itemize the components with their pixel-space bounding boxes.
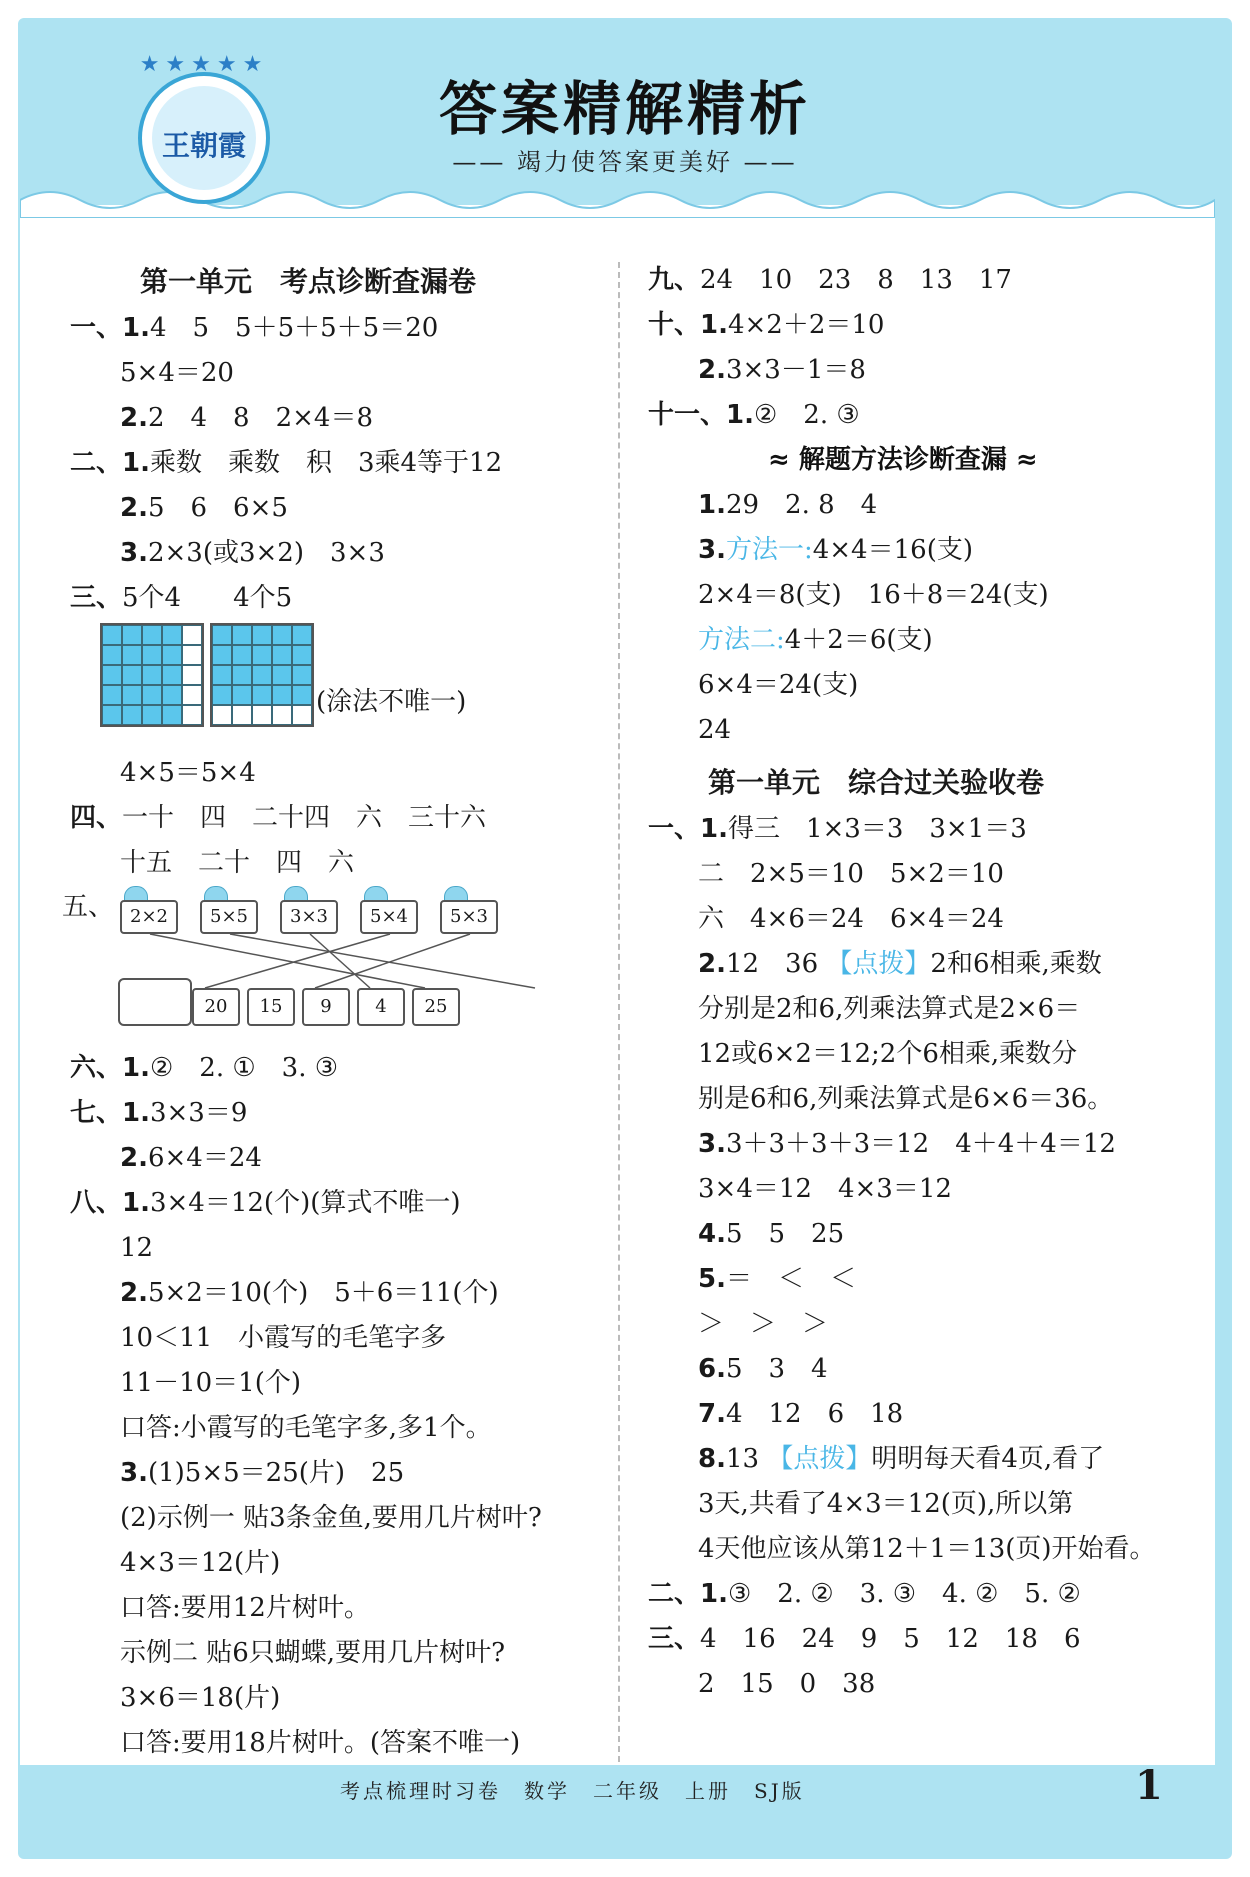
grid-cell: [162, 705, 182, 725]
product-card: 3×3: [280, 900, 338, 934]
answer-line: [648, 1572, 1168, 1617]
answer-text: 3天,共看了4×3＝12(页),所以第: [698, 1489, 1074, 1519]
grid-4x5: [210, 623, 314, 727]
grid-5x4: [100, 623, 204, 727]
grid-illustrations: [70, 621, 590, 751]
question-number: 四、: [70, 803, 123, 833]
grid-cell: [232, 625, 252, 645]
answer-text: 2 4 8 2×4＝8: [147, 403, 374, 433]
answer-line: [648, 852, 1168, 897]
left-answers-bottom: [70, 1046, 590, 1766]
grid-cell: [232, 685, 252, 705]
grid-cell: [122, 685, 142, 705]
answer-text: 4 5 5＋5＋5＋5＝20: [149, 313, 439, 343]
answer-line: [648, 483, 1168, 528]
question-number: 5.: [698, 1264, 726, 1294]
answer-text: 分别是2和6,列乘法算式是2×6＝: [698, 994, 1081, 1024]
answer-text: 4 12 6 18: [725, 1399, 904, 1429]
section-title-acceptance: 第一单元 综合过关验收卷: [708, 766, 1045, 799]
question-number: 九、: [648, 265, 701, 295]
answer-line: [648, 573, 1168, 618]
answer-line: [648, 1392, 1168, 1437]
grid-cell: [232, 665, 252, 685]
grid-cell: [142, 665, 162, 685]
answer-text: 5×2＝10(个) 5＋6＝11(个): [147, 1278, 499, 1308]
answer-text: 一十 四 二十四 六 三十六: [122, 803, 487, 833]
method-label: 方法一:: [725, 535, 813, 565]
answer-text: 3×6＝18(片): [120, 1683, 281, 1713]
answer-text: 示例二 贴6只蝴蝶,要用几片树叶?: [120, 1638, 506, 1668]
answer-line: [70, 1406, 590, 1451]
grid-cell: [292, 685, 312, 705]
grid-cell: [292, 645, 312, 665]
answer-line: [648, 1167, 1168, 1212]
grid-cell: [212, 705, 232, 725]
grid-cell: [122, 705, 142, 725]
grid-cell: [292, 625, 312, 645]
answer-text: 口答:要用12片树叶。: [120, 1593, 370, 1623]
right-column: [648, 258, 1168, 1707]
train-wagon: 20: [192, 988, 240, 1026]
question-number: 2.: [120, 403, 148, 433]
page-title: 答案精解精析: [438, 75, 811, 143]
answer-text: 12: [120, 1233, 154, 1263]
answer-text: 3×3－1＝8: [725, 355, 866, 385]
page-number: 1: [1135, 1762, 1163, 1809]
answer-line: [648, 393, 1168, 438]
answer-line: [70, 1361, 590, 1406]
answer-text: 3×4＝12 4×3＝12: [698, 1174, 952, 1204]
grid-cell: [252, 685, 272, 705]
answer-text: 11－10＝1(个): [120, 1368, 301, 1398]
answer-line: [648, 942, 1168, 987]
question-number: 十一、1.: [648, 400, 754, 430]
answer-line: [70, 441, 590, 486]
answer-line: [70, 1676, 590, 1721]
grid-cell: [162, 645, 182, 665]
grid-cell: [212, 645, 232, 665]
logo-text: 王朝霞: [161, 129, 246, 162]
answer-line: [648, 897, 1168, 942]
question-number: 六、1.: [70, 1053, 150, 1083]
locomotive-icon: [118, 978, 192, 1026]
answer-text: 口答:要用18片树叶。(答案不唯一): [120, 1728, 521, 1758]
grid-cell: [142, 705, 162, 725]
footer-text: 考点梳理时习卷 数学 二年级 上册 SJ版: [340, 1779, 805, 1803]
question-number: 3.: [120, 538, 148, 568]
answer-line: [70, 1091, 590, 1136]
grid-cell: [232, 645, 252, 665]
answer-line: [70, 1451, 590, 1496]
answer-text: ② 2. ③: [753, 400, 860, 430]
grid-cell: [272, 705, 292, 725]
answer-line: [70, 796, 590, 841]
answer-line: [70, 531, 590, 576]
page-slogan: —— 竭力使答案更美好 ——: [452, 148, 798, 176]
grid-cell: [212, 665, 232, 685]
train-wagon: 4: [357, 988, 405, 1026]
tip-label: 【点拨】: [818, 949, 931, 979]
answer-line: [70, 1046, 590, 1091]
grid-cell: [252, 645, 272, 665]
grid-cell: [122, 665, 142, 685]
grid-cell: [272, 665, 292, 685]
answer-line: [70, 1136, 590, 1181]
grid-cell: [182, 665, 202, 685]
question-number: 2.: [120, 1143, 148, 1173]
question-number: 2.: [698, 355, 726, 385]
answer-text: ③ 2. ② 3. ③ 4. ② 5. ②: [727, 1579, 1081, 1609]
answer-text: 乘数 乘数 积 3乘4等于12: [149, 448, 503, 478]
question-five-label: 五、: [62, 892, 115, 922]
grid-cell: [122, 645, 142, 665]
question-number: 三、: [70, 583, 123, 613]
answer-text: 得三 1×3＝3 3×1＝3: [727, 814, 1027, 844]
question-number: 2.: [120, 1278, 148, 1308]
answer-text: 10＜11 小霞写的毛笔字多: [120, 1323, 447, 1353]
grid-cell: [142, 685, 162, 705]
grid-cell: [122, 625, 142, 645]
answer-text: 29 2. 8 4: [725, 490, 878, 520]
answer-text: 口答:小霞写的毛笔字多,多1个。: [120, 1413, 492, 1443]
tip-text: 2和6相乘,乘数: [930, 949, 1102, 979]
train-wagon: 25: [412, 988, 460, 1026]
answer-text: 十五 二十 四 六: [120, 848, 355, 878]
answer-text: 4×4＝16(支): [812, 535, 973, 565]
grid-cell: [102, 645, 122, 665]
question-number: 4.: [698, 1219, 726, 1249]
grid-note: (涂法不唯一): [316, 687, 467, 717]
answer-line: [70, 576, 590, 621]
grid-cell: [182, 685, 202, 705]
question-number: 二、1.: [648, 1579, 728, 1609]
logo-stars: ★★★★★: [139, 52, 269, 77]
product-card: 2×2: [120, 900, 178, 934]
answer-text: 6×4＝24(支): [698, 670, 859, 700]
answer-text: 6×4＝24: [147, 1143, 262, 1173]
answer-line: [648, 987, 1168, 1032]
question-number: 一、1.: [70, 313, 150, 343]
answer-line: [70, 751, 590, 796]
answer-text: 24 10 23 8 13 17: [700, 265, 1012, 295]
answer-line: [70, 351, 590, 396]
answer-text: 3＋3＋3＋3＝12 4＋4＋4＝12: [725, 1129, 1116, 1159]
answer-text: 2×4＝8(支) 16＋8＝24(支): [698, 580, 1049, 610]
grid-cell: [162, 625, 182, 645]
answer-line: [648, 348, 1168, 393]
answer-text: 5 3 4: [725, 1354, 828, 1384]
answer-text: (2)示例一 贴3条金鱼,要用几片树叶?: [120, 1503, 542, 1533]
grid-cell: [232, 705, 252, 725]
question-number: 十、1.: [648, 310, 728, 340]
answer-text: 3×4＝12(个)(算式不唯一): [149, 1188, 461, 1218]
answer-text: 4＋2＝6(支): [784, 625, 933, 655]
answer-line: [70, 1721, 590, 1766]
answer-line: [648, 807, 1168, 852]
question-number: 3.: [120, 1458, 148, 1488]
question-number: 三、: [648, 1624, 701, 1654]
answer-line: [70, 1271, 590, 1316]
answer-line: [648, 708, 1168, 753]
answer-text: 12 36: [725, 949, 819, 979]
tip-label: 【点拨】: [759, 1444, 872, 1474]
answer-line: [648, 258, 1168, 303]
grid-cell: [212, 685, 232, 705]
column-divider: [618, 262, 620, 1762]
grid-cell: [252, 665, 272, 685]
acceptance-answers: [648, 807, 1168, 1707]
answer-line: [648, 1617, 1168, 1662]
answer-text: 5 5 25: [725, 1219, 845, 1249]
question-number: 2.: [120, 493, 148, 523]
grid-cell: [102, 705, 122, 725]
answer-text: ＞ ＞ ＞: [698, 1309, 829, 1339]
question-number: 7.: [698, 1399, 726, 1429]
grid-cell: [272, 645, 292, 665]
question-number: 一、1.: [648, 814, 728, 844]
answer-line: [70, 1631, 590, 1676]
question-number: 八、1.: [70, 1188, 150, 1218]
left-column: [62, 258, 590, 1766]
answer-text: 2×3(或3×2) 3×3: [147, 538, 385, 568]
answer-text: 4×3＝12(片): [120, 1548, 281, 1578]
answer-line: [70, 1586, 590, 1631]
answer-line: [648, 528, 1168, 573]
grid-cell: [182, 625, 202, 645]
answer-line: [70, 486, 590, 531]
right-answers-top: [648, 258, 1168, 438]
answer-text: 13: [725, 1444, 760, 1474]
answer-line: [70, 1181, 590, 1226]
grid-cell: [102, 665, 122, 685]
train-matching-figure: [62, 886, 590, 1046]
question-number: 3.: [698, 535, 726, 565]
grid-cell: [162, 665, 182, 685]
answer-line: [648, 1122, 1168, 1167]
answer-line: [648, 618, 1168, 663]
answer-line: [648, 1527, 1168, 1572]
answer-line: [70, 1541, 590, 1586]
product-card: 5×4: [360, 900, 418, 934]
answer-line: [648, 1257, 1168, 1302]
question-number: 1.: [698, 490, 726, 520]
answer-text: (1)5×5＝25(片) 25: [147, 1458, 405, 1488]
question-number: 七、1.: [70, 1098, 150, 1128]
answer-text: 六 4×6＝24 6×4＝24: [698, 904, 1004, 934]
answer-line: [70, 1316, 590, 1361]
left-answers-top: [70, 306, 590, 621]
section-title-diagnosis: 第一单元 考点诊断查漏卷: [140, 265, 477, 298]
grid-cell: [292, 705, 312, 725]
method-section-title: ≈ 解题方法诊断查漏 ≈: [768, 445, 1038, 475]
answer-text: 2 15 0 38: [698, 1669, 876, 1699]
answer-text: ② 2. ① 3. ③: [149, 1053, 339, 1083]
answer-text: ＝ ＜ ＜: [725, 1264, 856, 1294]
grid-cell: [142, 625, 162, 645]
method-label: 方法二:: [698, 625, 785, 655]
grid-cell: [252, 625, 272, 645]
answer-text: 5×4＝20: [120, 358, 234, 388]
grid-cell: [102, 685, 122, 705]
tip-text: 明明每天看4页,看了: [871, 1444, 1105, 1474]
answer-line: [648, 1212, 1168, 1257]
answer-text: 12或6×2＝12;2个6相乘,乘数分: [698, 1039, 1078, 1069]
answer-line: [648, 1347, 1168, 1392]
answer-line: [648, 1302, 1168, 1347]
answer-line: [648, 1032, 1168, 1077]
product-card: 5×3: [440, 900, 498, 934]
answer-text: 4×5＝5×4: [120, 758, 256, 788]
question-number: 2.: [698, 949, 726, 979]
train-wagon: 15: [247, 988, 295, 1026]
answer-text: 5个4 4个5: [122, 583, 293, 613]
grid-cell: [182, 705, 202, 725]
train-wagon: 9: [302, 988, 350, 1026]
answer-line: [648, 1437, 1168, 1482]
product-card: 5×5: [200, 900, 258, 934]
answer-line: [648, 1662, 1168, 1707]
answer-line: [648, 1482, 1168, 1527]
answer-text: 二 2×5＝10 5×2＝10: [698, 859, 1004, 889]
question-number: 3.: [698, 1129, 726, 1159]
answer-text: 4天他应该从第12＋1＝13(页)开始看。: [698, 1534, 1156, 1564]
grid-cell: [102, 625, 122, 645]
answer-text: 别是6和6,列乘法算式是6×6＝36。: [698, 1084, 1114, 1114]
grid-cell: [142, 645, 162, 665]
answer-line: [648, 303, 1168, 348]
grid-cell: [162, 685, 182, 705]
answer-text: 24: [698, 715, 732, 745]
grid-cell: [182, 645, 202, 665]
answer-line: [648, 663, 1168, 708]
answer-line: [70, 306, 590, 351]
answer-text: 4 16 24 9 5 12 18 6: [700, 1624, 1081, 1654]
question-number: 8.: [698, 1444, 726, 1474]
grid-cell: [292, 665, 312, 685]
answer-line: [648, 1077, 1168, 1122]
grid-cell: [252, 705, 272, 725]
answer-line: [70, 1496, 590, 1541]
left-answers-mid: [70, 751, 590, 886]
answer-text: 4×2＋2＝10: [727, 310, 885, 340]
question-number: 6.: [698, 1354, 726, 1384]
answer-text: 5 6 6×5: [147, 493, 288, 523]
grid-cell: [272, 625, 292, 645]
answer-line: [70, 1226, 590, 1271]
grid-cell: [212, 625, 232, 645]
answer-line: [70, 396, 590, 441]
method-answers: [648, 483, 1168, 753]
answer-line: [70, 841, 590, 886]
question-number: 二、1.: [70, 448, 150, 478]
answer-text: 3×3＝9: [149, 1098, 248, 1128]
grid-cell: [272, 685, 292, 705]
